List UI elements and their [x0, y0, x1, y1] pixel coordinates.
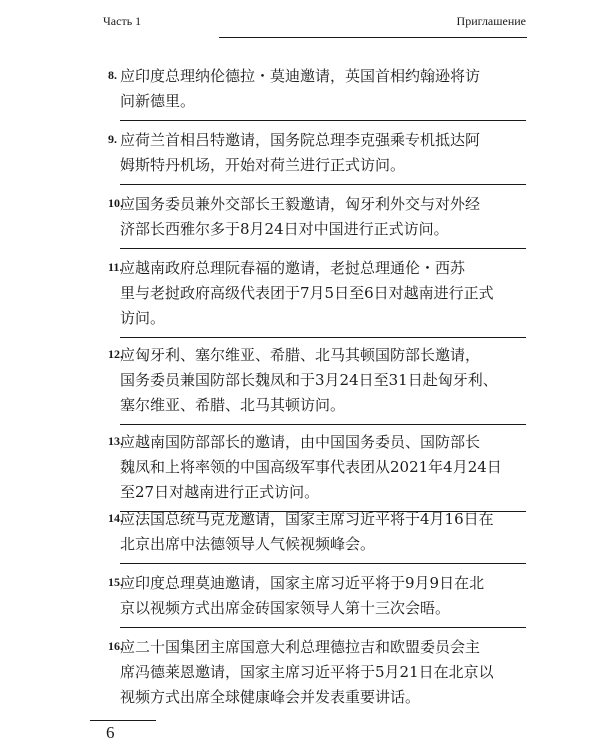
- item-divider: [120, 627, 526, 628]
- header-part-label: Часть 1: [103, 14, 142, 28]
- item-number: 9.: [108, 132, 117, 146]
- item-text-line: 应二十国集团主席国意大利总理德拉吉和欧盟委员会主: [120, 638, 481, 656]
- item-divider: [120, 337, 526, 338]
- item-text-line: 应国务委员兼外交部长王毅邀请，匈牙利外交与对外经: [120, 195, 481, 213]
- item-text-line: 应印度总理纳伦德拉・莫迪邀请，英国首相约翰逊将访: [120, 67, 481, 85]
- item-text-line: 里与老挝政府高级代表团于7月5日至6日对越南进行正式: [120, 284, 494, 302]
- item-text-line: 应匈牙利、塞尔维亚、希腊、北马其顿国防部长邀请，: [120, 346, 481, 364]
- item-number: 12.: [108, 347, 123, 361]
- item-text-line: 视频方式出席全球健康峰会并发表重要讲话。: [120, 688, 421, 706]
- item-text-line: 应荷兰首相吕特邀请，国务院总理李克强乘专机抵达阿: [120, 131, 481, 149]
- item-divider: [120, 563, 526, 564]
- item-text-line: 应越南国防部部长的邀请，由中国国务委员、国防部长: [120, 433, 481, 451]
- item-text-line: 姆斯特丹机场，开始对荷兰进行正式访问。: [120, 156, 406, 174]
- item-divider: [120, 424, 526, 425]
- footer-divider: [90, 720, 156, 721]
- item-text-line: 至27日对越南进行正式访问。: [120, 483, 320, 501]
- item-text-line: 国务委员兼国防部长魏凤和于3月24日至31日赴匈牙利、: [120, 371, 498, 389]
- item-number: 14.: [108, 511, 123, 525]
- item-text-line: 席冯德莱恩邀请，国家主席习近平将于5月21日在北京以: [120, 663, 494, 681]
- item-number: 11.: [108, 260, 123, 274]
- item-divider: [120, 184, 526, 185]
- item-text-line: 魏凤和上将率领的中国高级军事代表团从2021年4月24日: [120, 458, 502, 476]
- page-number: 6: [106, 723, 115, 742]
- header-divider: [219, 37, 527, 38]
- header-section-title: Приглашение: [456, 14, 526, 28]
- item-number: 15.: [108, 575, 123, 589]
- item-text-line: 京以视频方式出席金砖国家领导人第十三次会晤。: [120, 599, 451, 617]
- item-text-line: 应印度总理莫迪邀请，国家主席习近平将于9月9日在北: [120, 574, 485, 592]
- item-text-line: 济部长西雅尔多于8月24日对中国进行正式访问。: [120, 220, 449, 238]
- item-text-line: 问新德里。: [120, 92, 196, 110]
- item-text-line: 应法国总统马克龙邀请，国家主席习近平将于4月16日在: [120, 510, 494, 528]
- item-text-line: 塞尔维亚、希腊、北马其顿访问。: [120, 396, 346, 414]
- item-text-line: 访问。: [120, 309, 166, 327]
- item-number: 16.: [108, 639, 123, 653]
- item-divider: [120, 120, 526, 121]
- item-text-line: 应越南政府总理阮春福的邀请，老挝总理通伦・西苏: [120, 259, 466, 277]
- item-text-line: 北京出席中法德领导人气候视频峰会。: [120, 535, 376, 553]
- item-number: 10.: [108, 196, 123, 210]
- item-number: 8.: [108, 68, 117, 82]
- item-number: 13.: [108, 434, 123, 448]
- item-divider: [120, 248, 526, 249]
